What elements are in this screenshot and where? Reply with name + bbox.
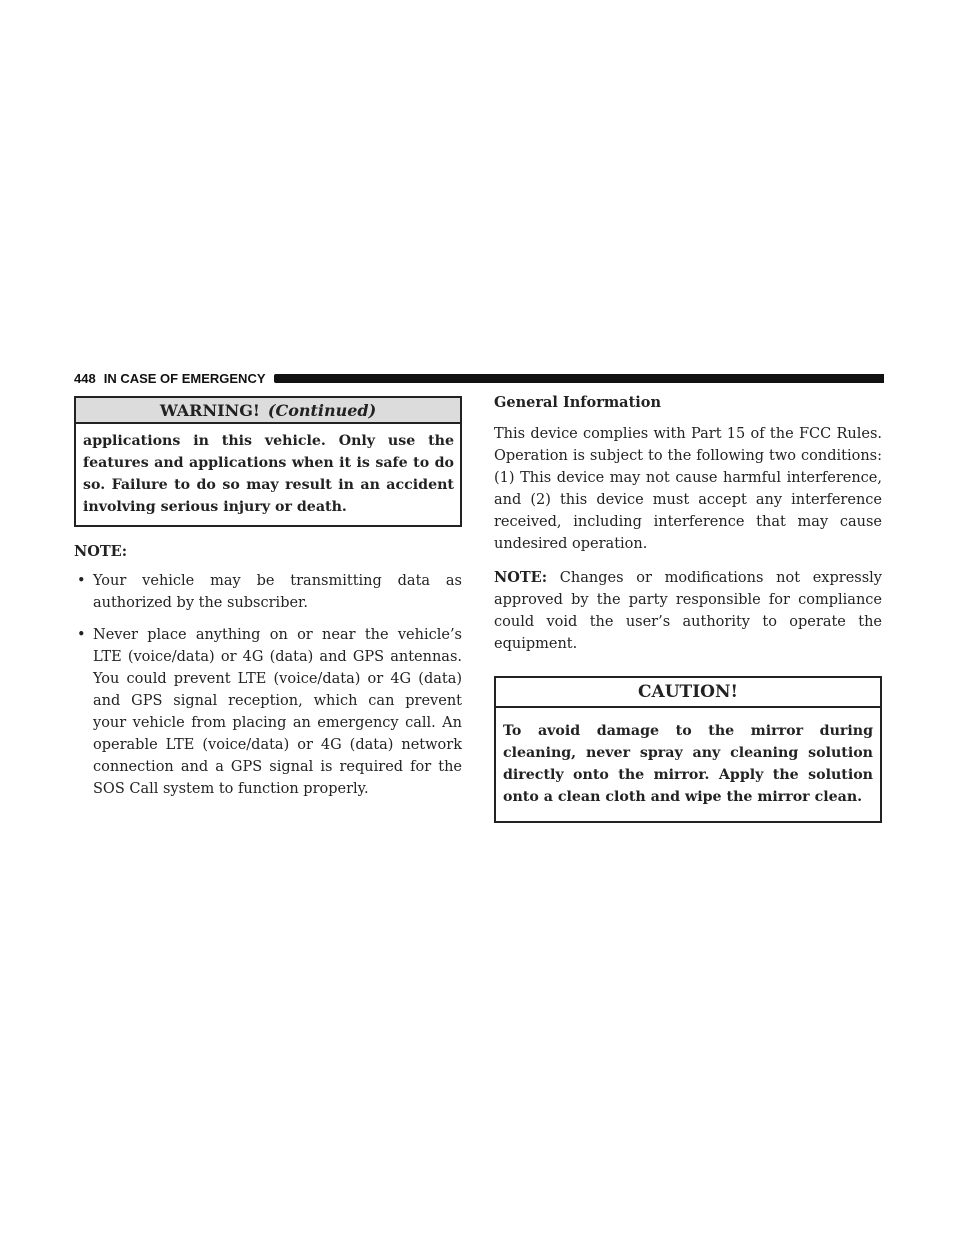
warning-label: WARNING!	[159, 400, 260, 420]
note-bullet-list	[74, 570, 462, 800]
caution-title: CAUTION!	[496, 678, 880, 708]
warning-continued: (Continued)	[267, 400, 377, 420]
warning-body: applications in this vehicle. Only use the features and applications when it is safe to do so. Failure to do so may result in an accident involving serious injury or death.	[83, 433, 454, 515]
left-column	[74, 396, 462, 810]
section-title: IN CASE OF EMERGENCY	[103, 370, 266, 386]
bullet-text: Never place anything on or near the vehicle’s LTE (voice/data) or 4G (data) and GPS antennas. You could prevent LTE (voice/data) or 4G (data) and GPS signal reception, which can prevent your vehicle from placing an emergency call. An operable LTE (voice/data) or 4G (data) network connection and a GPS signal is required for the SOS Call system to function properly.	[93, 627, 462, 797]
header-rule	[274, 374, 885, 383]
right-column	[494, 396, 882, 823]
list-item	[74, 570, 462, 614]
note-heading: NOTE:	[74, 543, 128, 560]
fcc-paragraph: This device complies with Part 15 of the FCC Rules. Operation is subject to the following two conditions: (1) This device may not cause harmful interference, and (2) this device must accept any interference received, including interference that may cause undesired operation.	[494, 426, 882, 552]
warning-title	[76, 398, 460, 424]
list-item	[74, 624, 462, 800]
warning-box	[74, 396, 462, 527]
general-information-heading: General Information	[494, 394, 661, 411]
page-header	[74, 368, 884, 388]
page-number: 448	[74, 370, 96, 386]
caution-box	[494, 676, 882, 823]
bullet-icon: •	[77, 627, 86, 643]
note-label: NOTE:	[494, 569, 548, 586]
note-paragraph	[494, 567, 882, 655]
note-text: Changes or modifications not expressly approved by the party responsible for compliance could void the user’s authority to operate the equipment.	[494, 570, 882, 652]
caution-body: To avoid damage to the mirror during cleaning, never spray any cleaning solution directly onto the mirror. Apply the solution onto a clean cloth and wipe the mirror clean.	[503, 723, 873, 805]
bullet-icon: •	[77, 573, 86, 589]
bullet-text: Your vehicle may be transmitting data as authorized by the subscriber.	[93, 573, 462, 611]
